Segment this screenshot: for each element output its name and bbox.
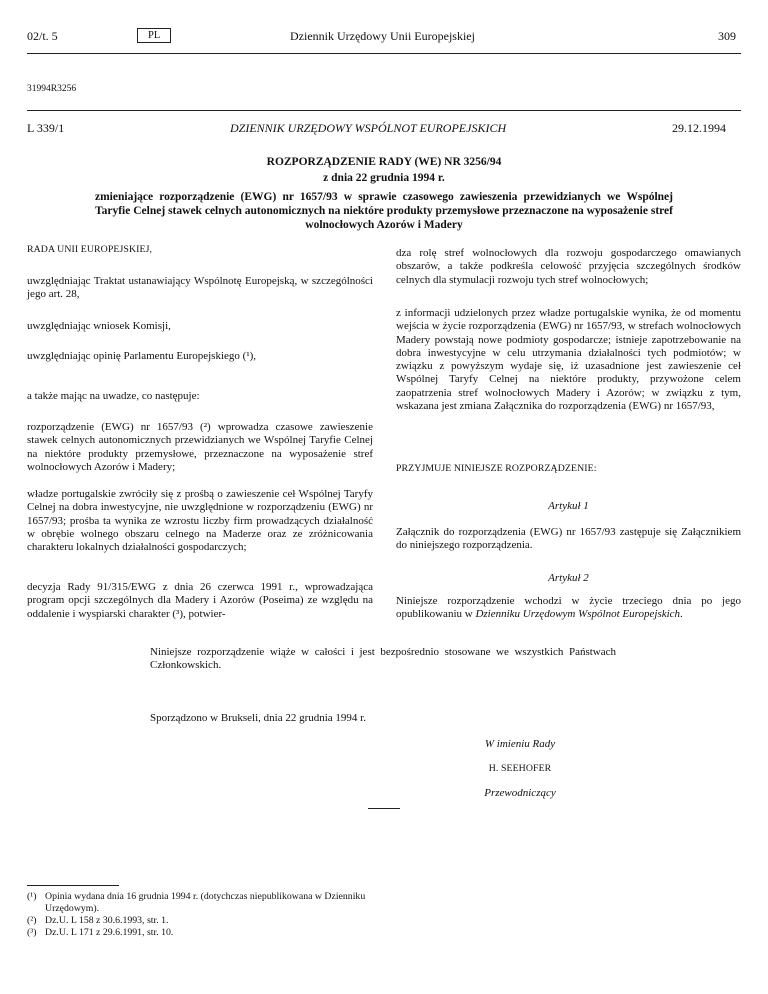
journal-title: Dziennik Urzędowy Unii Europejskiej xyxy=(290,29,475,43)
binding-clause: Niniejsze rozporządzenie wiąże w całości i jest bezpośrednio stosowane we wszystkich Państwach Członkowskich. xyxy=(150,646,616,672)
signature-for-council: W imieniu Rady xyxy=(484,738,556,750)
publication-date: 29.12.1994 xyxy=(672,121,726,135)
article-2-heading: Artykuł 2 xyxy=(548,572,589,584)
footnote-1: (¹) Opinia wydana dnia 16 grudnia 1994 r. (dotychczas niepublikowana w Dzienniku Urzędowym). xyxy=(27,891,366,914)
separator-rule xyxy=(27,110,741,111)
footnotes xyxy=(27,891,367,939)
adopts-heading: PRZYJMUJE NINIEJSZE ROZPORZĄDZENIE: xyxy=(396,463,597,474)
original-journal-title: DZIENNIK URZĘDOWY WSPÓLNOT EUROPEJSKICH xyxy=(230,121,507,135)
regulation-subject: zmieniające rozporządzenie (EWG) nr 1657/93 w sprawie czasowego zawieszenia przewidzianych we Wspólnej Taryfie Celnej stawek celnych autonomicznych na niektóre produkty przemysłowe przeznaczone na wyposażenie stref wolnocłowych Azorów i Madery xyxy=(95,191,673,231)
recital-2: władze portugalskie zwróciły się z prośbą o zawieszenie ceł Wspólnej Taryfy Celnej na dobra inwestycyjne, nie uwzględnione w rozporządzeniu (EWG) nr 1657/93; prośba ta wynika ze wzrostu liczby firm prowadzących działalność w obrębie wolnego obszaru celnego na Maderze oraz ze zróżnicowania charakteru lokalnych działalności gospodarczych; xyxy=(27,488,373,554)
footnote-3: (³) Dz.U. L 171 z 29.6.1991, str. 10. xyxy=(27,927,174,938)
celex-number: 31994R3256 xyxy=(27,84,77,94)
header-rule xyxy=(27,53,741,54)
recital-4: z informacji udzielonych przez władze portugalskie wynika, że od momentu wejścia w życie rozporządzenia (EWG) nr 1657/93, w strefach wolnocłowych Madery powstają nowe podmioty gospodarcze; istnieje zapotrzebowanie na dobra inwestycyjne w celu utrzymania działalności tych podmiotów; w związku z powyższym wydaje się, iż uzasadnione jest zawieszenie ceł Wspólnej Taryfy Celnej na niektóre produkty, przywożone celem zaopatrzenia stref wolnocłowych Madery i Azorów; w związku z tym, wskazana jest zmiana Załącznika do rozporządzenia (EWG) nr 1657/93, xyxy=(396,307,741,413)
volume-label: 02/t. 5 xyxy=(27,29,58,43)
article-2-text: Niniejsze rozporządzenie wchodzi w życie trzeciego dnia po jego opublikowaniu w Dzienniku Urzędowym Wspólnot Europejskich. xyxy=(396,595,741,621)
recital-3-continued: dza rolę stref wolnocłowych dla rozwoju gospodarczego omawianych obszarów, a także podkreśla celowość przyjęcia szczególnych środków celnych dla stymulacji rozwoju tych stref wolnocłowych; xyxy=(396,247,741,286)
signatory-role: Przewodniczący xyxy=(484,787,556,799)
footnote-2: (²) Dz.U. L 158 z 30.6.1993, str. 1. xyxy=(27,915,169,926)
article-1-text: Załącznik do rozporządzenia (EWG) nr 1657/93 zastępuje się Załącznikiem do niniejszego rozporządzenia. xyxy=(396,526,741,552)
recital-treaty: uwzględniając Traktat ustanawiający Wspólnotę Europejską, w szczególności jego art. 28, xyxy=(27,275,373,301)
end-rule xyxy=(368,808,400,809)
done-at: Sporządzono w Brukseli, dnia 22 grudnia 1994 r. xyxy=(150,712,366,724)
council-heading: RADA UNII EUROPEJSKIEJ, xyxy=(27,244,153,255)
recital-3: decyzja Rady 91/315/EWG z dnia 26 czerwca 1991 r., wprowadzająca program opcji szczególnych dla Madery i Azorów (Poseima) ze względu na oddalenie i wyspiarski charakter (³), potwier- xyxy=(27,581,373,620)
recital-1: rozporządzenie (EWG) nr 1657/93 (²) wprowadza czasowe zawieszenie stawek celnych autonomicznych przewidzianych we Wspólnej Taryfie Celnej na niektóre produkty przemysłowe, przeznaczone na wyposażenie stref wolnocłowych Azorów i Madery; xyxy=(27,421,373,473)
whereas-intro: a także mając na uwadze, co następuje: xyxy=(27,390,200,402)
article-1-heading: Artykuł 1 xyxy=(548,500,589,512)
footnote-rule xyxy=(27,885,119,886)
language-badge: PL xyxy=(137,28,171,43)
recital-commission: uwzględniając wniosek Komisji, xyxy=(27,320,171,332)
regulation-date: z dnia 22 grudnia 1994 r. xyxy=(323,172,445,184)
signatory-name: H. SEEHOFER xyxy=(488,763,552,774)
page-number: 309 xyxy=(718,29,736,43)
regulation-title: ROZPORZĄDZENIE RADY (WE) NR 3256/94 xyxy=(266,156,502,168)
recital-parliament: uwzględniając opinię Parlamentu Europejskiego (¹), xyxy=(27,350,257,362)
oj-reference: L 339/1 xyxy=(27,121,65,135)
